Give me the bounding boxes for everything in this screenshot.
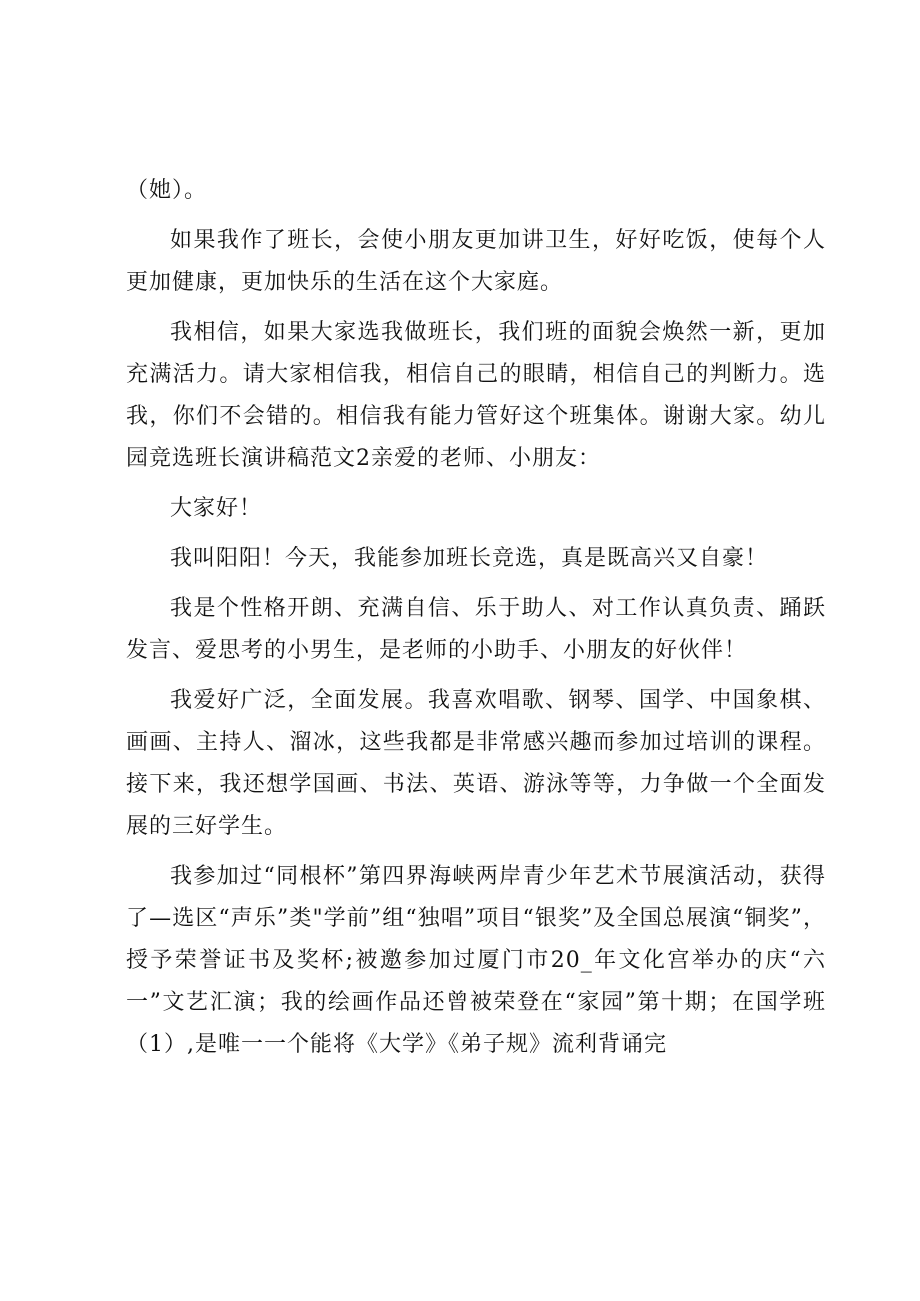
paragraph-8: 我参加过“同根杯”第四界海峡两岸青少年艺术节展演活动，获得了—选区“声乐”类"学前”组“独唱”项目“银奖”及全国总展演“铜奖”，授予荣誉证书及奖杯;被邀参加过厦门市20_年文化宫举办的庆“六一”文艺汇演；我的绘画作品还曾被荣登在“家园”第十期；在国学班（1）,是唯一一个能将《大学》《弟子规》流利背诵完 (126, 864, 826, 1057)
document-body (126, 170, 826, 1074)
paragraph-6: 我是个性格开朗、充满自信、乐于助人、对工作认真负责、踊跃发言、爱思考的小男生，是老师的小助手、小朋友的好伙伴！ (126, 596, 826, 663)
paragraph-7: 我爱好广泛，全面发展。我喜欢唱歌、钢琴、国学、中国象棋、画画、主持人、溜冰，这些我都是非常感兴趣而参加过培训的课程。接下来，我还想学国画、书法、英语、游泳等等，力争做一个全面发展的三好学生。 (126, 688, 826, 839)
paragraph-2: 如果我作了班长，会使小朋友更加讲卫生，好好吃饭，使每个人更加健康，更加快乐的生活在这个大家庭。 (126, 228, 826, 295)
paragraph-4: 大家好！ (170, 496, 263, 521)
paragraph-3: 我相信，如果大家选我做班长，我们班的面貌会焕然一新，更加充满活力。请大家相信我，相信自己的眼睛，相信自己的判断力。选我，你们不会错的。相信我有能力管好这个班集体。谢谢大家。幼儿园竞选班长演讲稿范文2亲爱的老师、小朋友： (126, 320, 826, 471)
paragraph-5: 我叫阳阳！今天，我能参加班长竞选，真是既高兴又自豪！ (170, 546, 769, 571)
paragraph-1: （她）。 (126, 178, 208, 203)
